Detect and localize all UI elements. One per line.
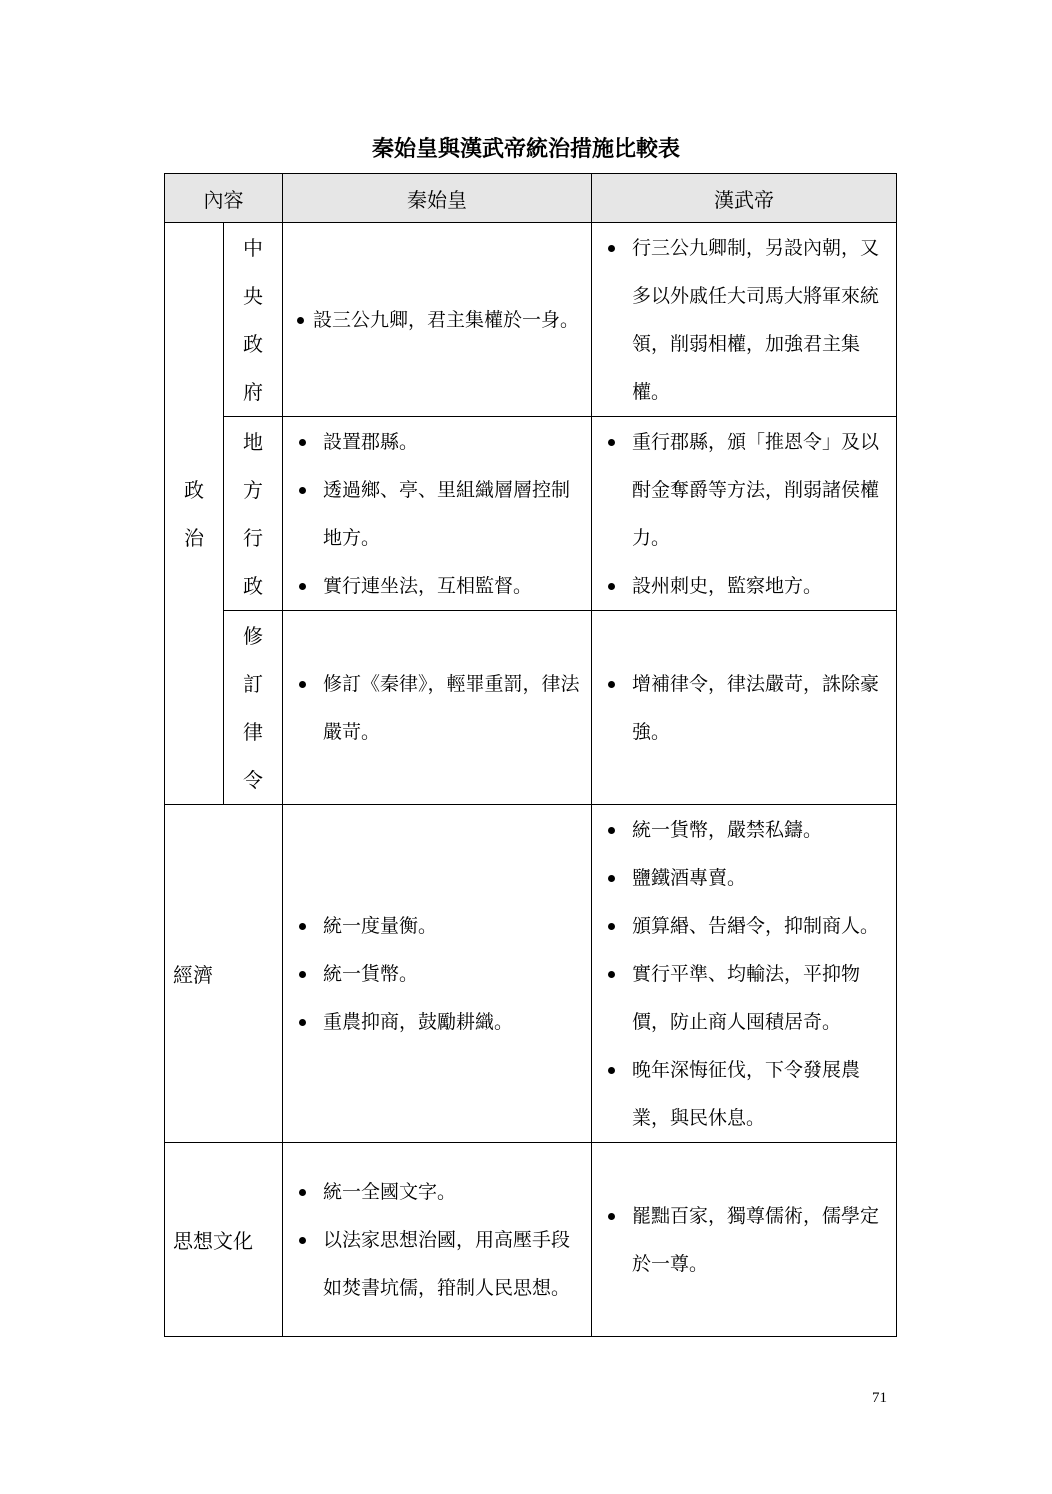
list-item: 重農抑商，鼓勵耕織。 [283, 998, 585, 1046]
header-qin: 秦始皇 [283, 174, 592, 223]
page-number: 71 [872, 1390, 887, 1406]
list-item: 晚年深悔征伐，下令發展農業，與民休息。 [592, 1046, 890, 1142]
cell-local-han [592, 417, 897, 611]
row-law-revision [165, 611, 897, 805]
list-item: 實行連坐法，互相監督。 [283, 562, 585, 610]
subcategory-char: 中 [243, 235, 263, 260]
subcategory-char: 律 [243, 719, 263, 744]
cell-economy-han [592, 805, 897, 1143]
cell-central-han [592, 223, 897, 417]
subcategory-char: 政 [243, 331, 263, 356]
cell-local-qin [283, 417, 592, 611]
list-item: 設州刺史，監察地方。 [592, 562, 890, 610]
subcategory-char: 令 [243, 767, 263, 792]
page-title: 秦始皇與漢武帝統治措施比較表 [371, 137, 680, 162]
subcategory-char: 行 [243, 525, 263, 550]
list-item: 鹽鐵酒專賣。 [592, 854, 890, 902]
subcategory-char: 政 [243, 573, 263, 598]
list-item: 統一全國文字。 [283, 1168, 585, 1216]
subcategory-central [224, 223, 283, 417]
header-row [165, 174, 897, 223]
list-item: 增補律令，律法嚴苛，誅除豪強。 [592, 660, 890, 756]
row-central-government [165, 223, 897, 417]
cell-culture-han [592, 1143, 897, 1337]
list-item: 修訂《秦律》，輕罪重罰，律法嚴苛。 [283, 660, 585, 756]
subcategory-char: 修 [243, 623, 263, 648]
header-content: 內容 [165, 174, 283, 223]
cell-central-qin [283, 223, 592, 417]
list-item: 罷黜百家，獨尊儒術，儒學定於一尊。 [592, 1192, 890, 1288]
header-han: 漢武帝 [592, 174, 897, 223]
subcategory-char: 地 [243, 429, 263, 454]
subcategory-char: 央 [243, 283, 263, 308]
subcategory-law [224, 611, 283, 805]
list-item: 行三公九卿制，另設內朝，又多以外戚任大司馬大將軍來統領，削弱相權，加強君主集權。 [592, 224, 890, 416]
category-char: 政 [184, 477, 204, 502]
list-item: 重行郡縣，頒「推恩令」及以酎金奪爵等方法，削弱諸侯權力。 [592, 418, 890, 562]
row-culture [165, 1143, 897, 1337]
list-item: 設三公九卿，君主集權於一身。 [283, 296, 585, 344]
cell-economy-qin [283, 805, 592, 1143]
list-item: 透過鄉、亭、里組織層層控制地方。 [283, 466, 585, 562]
cell-law-qin [283, 611, 592, 805]
list-item: 統一貨幣，嚴禁私鑄。 [592, 806, 890, 854]
category-char: 治 [184, 525, 204, 550]
row-local-administration [165, 417, 897, 611]
subcategory-char: 方 [243, 477, 263, 502]
list-item: 統一貨幣。 [283, 950, 585, 998]
subcategory-local [224, 417, 283, 611]
category-culture: 思想文化 [165, 1143, 283, 1337]
list-item: 頒算緡、告緡令，抑制商人。 [592, 902, 890, 950]
list-item: 設置郡縣。 [283, 418, 585, 466]
comparison-table [164, 173, 897, 1337]
list-item: 以法家思想治國，用高壓手段如焚書坑儒，箝制人民思想。 [283, 1216, 585, 1312]
cell-culture-qin [283, 1143, 592, 1337]
category-economy: 經濟 [165, 805, 283, 1143]
category-politics [165, 223, 224, 805]
subcategory-char: 訂 [243, 671, 263, 696]
list-item: 統一度量衡。 [283, 902, 585, 950]
subcategory-char: 府 [243, 379, 263, 404]
cell-law-han [592, 611, 897, 805]
row-economy [165, 805, 897, 1143]
list-item: 實行平準、均輸法，平抑物價，防止商人囤積居奇。 [592, 950, 890, 1046]
